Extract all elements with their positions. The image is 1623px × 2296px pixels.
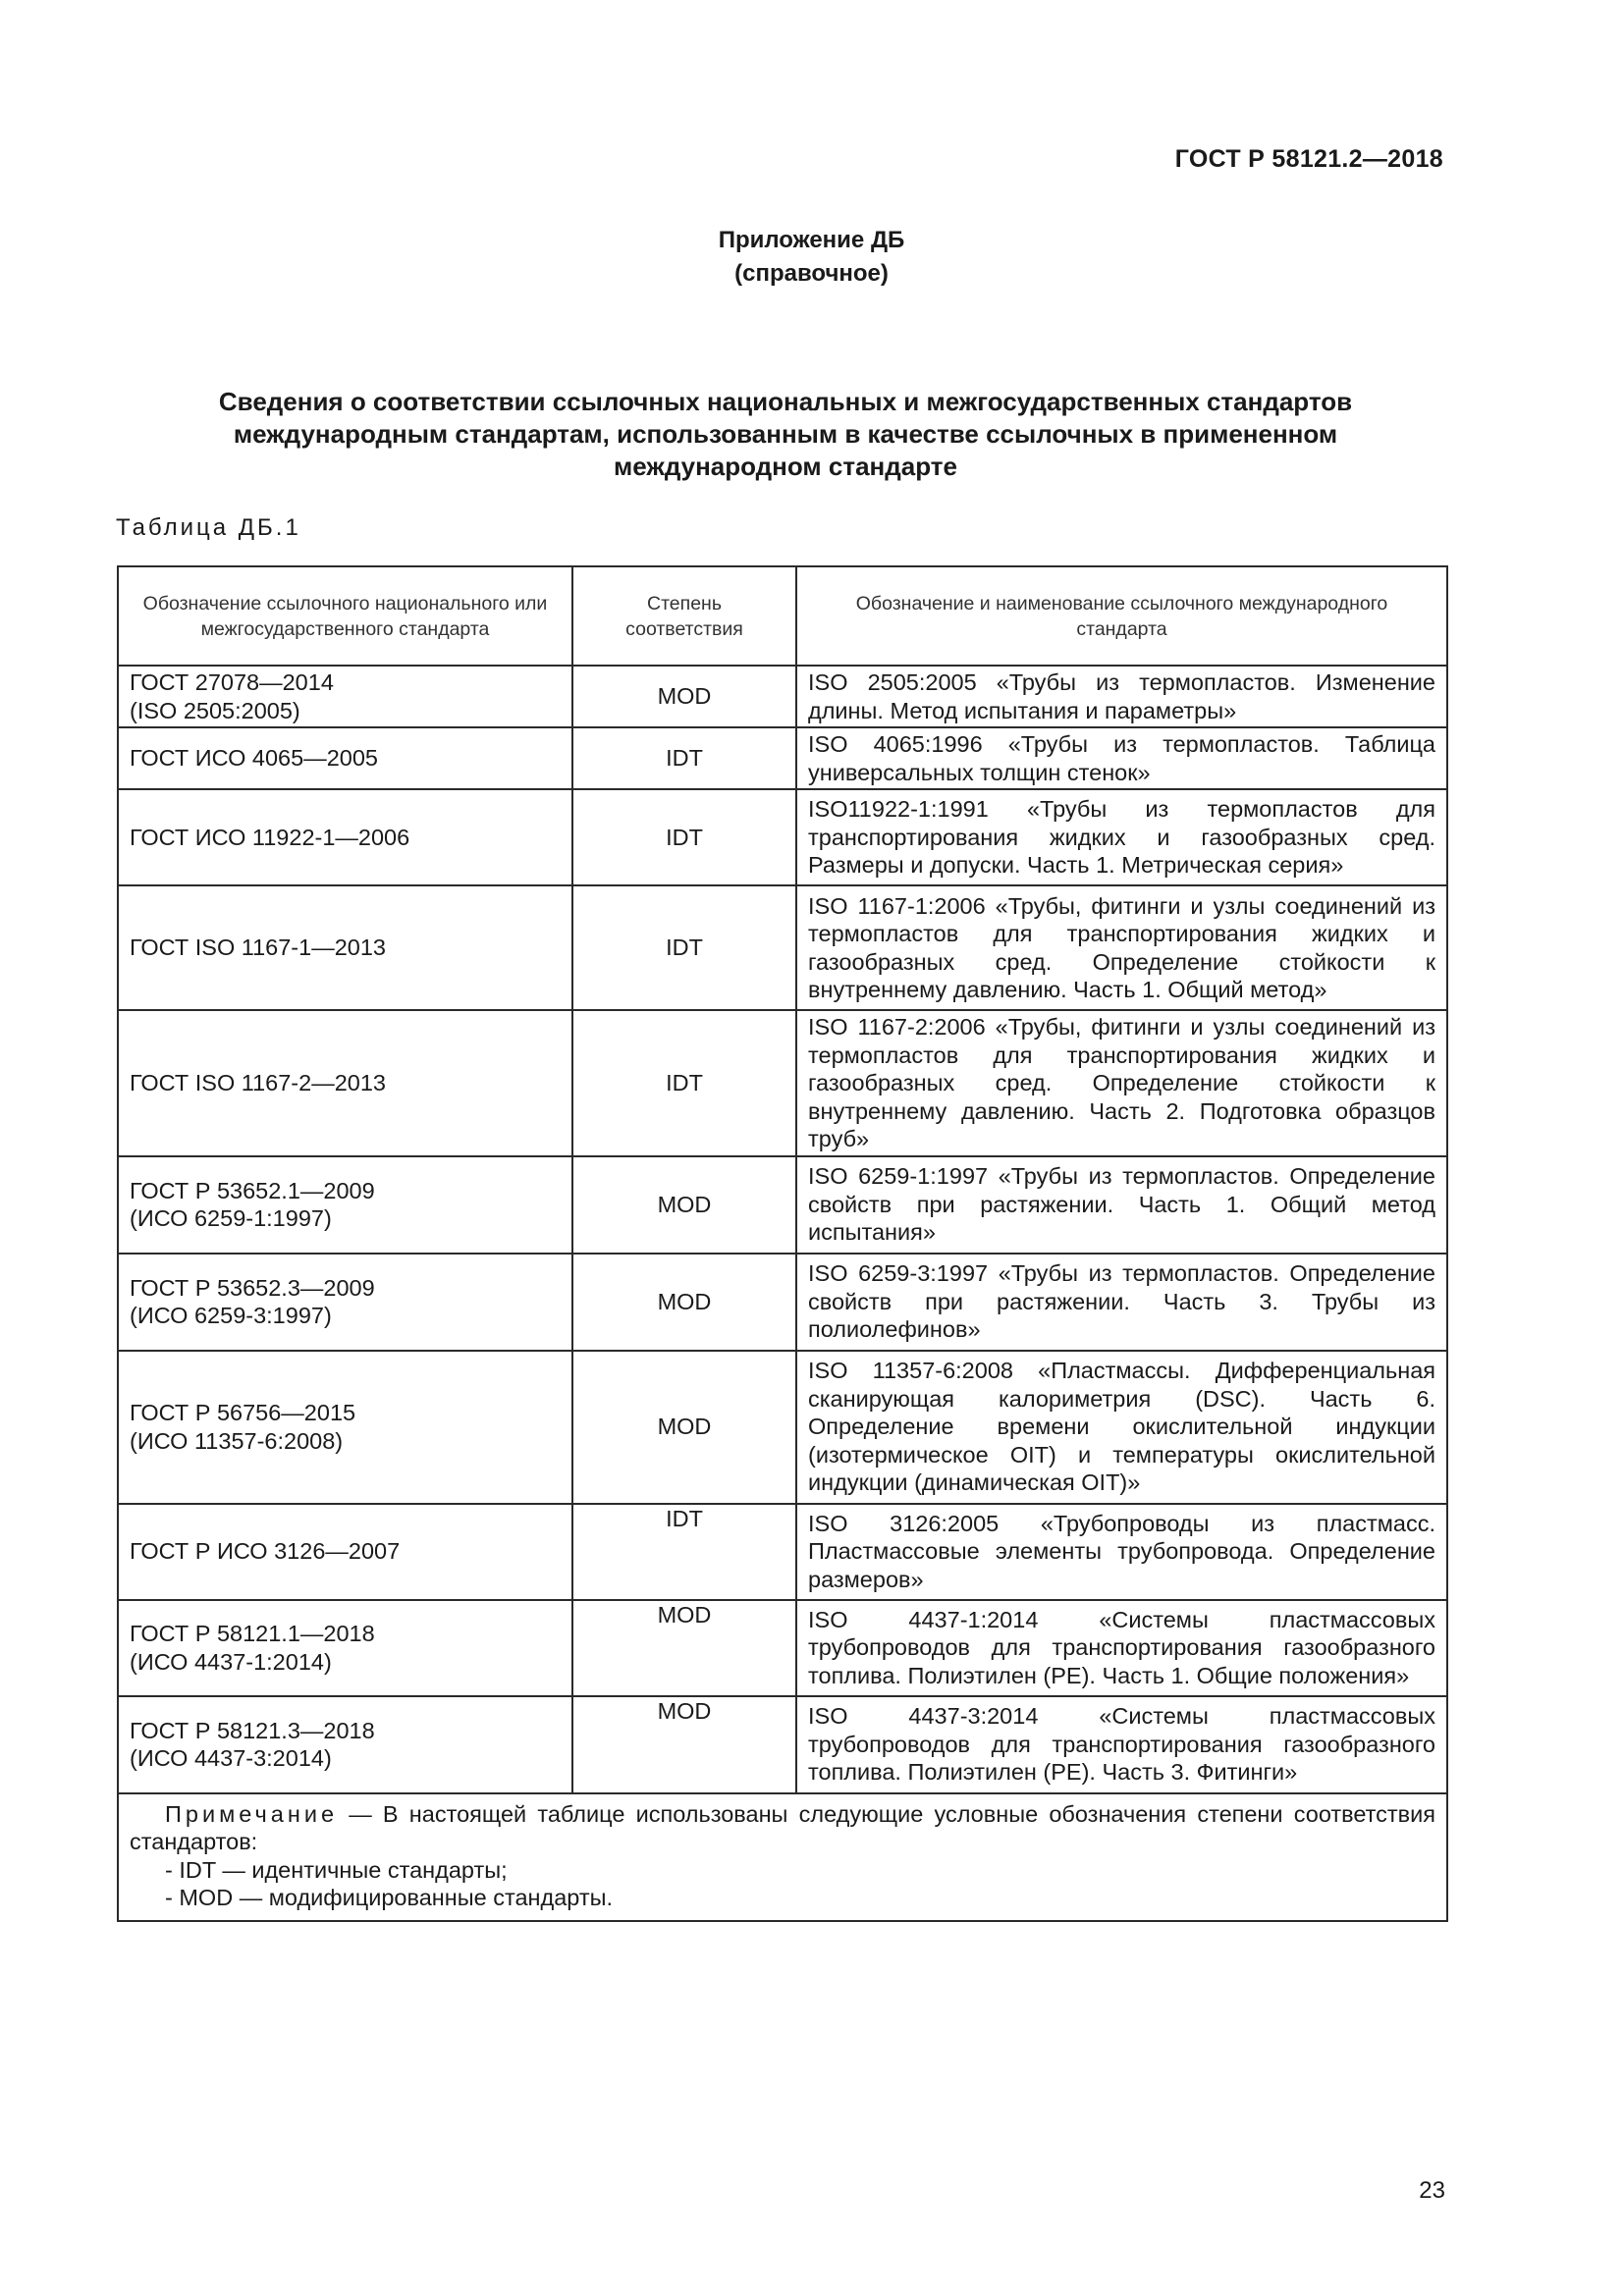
- national-standard-cell: ГОСТ Р ИСО 3126—2007: [118, 1504, 572, 1600]
- table-row: [118, 1010, 1447, 1156]
- degree-cell: MOD: [572, 1351, 796, 1504]
- table-row: [118, 727, 1447, 789]
- international-standard-cell: ISO 4437-1:2014 «Системы пластмассовых трубопроводов для транспортирования газообразного топлива. Полиэтилен (PE). Часть 1. Общие положения»: [796, 1600, 1447, 1696]
- international-standard-cell: ISO11922-1:1991 «Трубы из термопластов для транспортирования жидких и газообразных сред. Размеры и допуски. Часть 1. Метрическая серия»: [796, 789, 1447, 885]
- national-standard-cell: ГОСТ Р 53652.3—2009 (ИСО 6259-3:1997): [118, 1254, 572, 1351]
- degree-cell: IDT: [572, 789, 796, 885]
- national-standard-cell: ГОСТ ИСО 4065—2005: [118, 727, 572, 789]
- degree-cell: MOD: [572, 1696, 796, 1793]
- heading-line: Сведения о соответствии ссылочных национальных и межгосударственных стандартов: [218, 387, 1353, 416]
- note-label: Примечание: [165, 1800, 339, 1827]
- degree-cell: IDT: [572, 727, 796, 789]
- table-row: [118, 1600, 1447, 1696]
- heading-line: международном стандарте: [614, 452, 957, 481]
- degree-cell: MOD: [572, 1254, 796, 1351]
- degree-cell: IDT: [572, 1504, 796, 1600]
- table-note-row: [118, 1793, 1447, 1921]
- national-standard-cell: ГОСТ ISO 1167-1—2013: [118, 885, 572, 1010]
- degree-cell: MOD: [572, 1156, 796, 1254]
- table-row: [118, 885, 1447, 1010]
- table-row: [118, 1351, 1447, 1504]
- international-standard-cell: ISO 1167-2:2006 «Трубы, фитинги и узлы соединений из термопластов для транспортирования жидких и газообразных сред. Определение стойкости к внутреннему давлению. Часть 2. Подготовка образцов труб»: [796, 1010, 1447, 1156]
- annex-subtitle: (справочное): [734, 260, 889, 287]
- annex-title: Приложение ДБ: [718, 227, 905, 253]
- table-row: [118, 1156, 1447, 1254]
- national-standard-cell: ГОСТ Р 58121.1—2018 (ИСО 4437-1:2014): [118, 1600, 572, 1696]
- degree-cell: MOD: [572, 666, 796, 727]
- national-standard-cell: ГОСТ ISO 1167-2—2013: [118, 1010, 572, 1156]
- national-standard-cell: ГОСТ Р 56756—2015 (ИСО 11357-6:2008): [118, 1351, 572, 1504]
- table-row: [118, 1254, 1447, 1351]
- table-header-row: [118, 566, 1447, 666]
- note-mod: - MOD — модифицированные стандарты.: [165, 1885, 614, 1910]
- international-standard-cell: ISO 3126:2005 «Трубопроводы из пластмасс. Пластмассовые элементы трубопровода. Определение размеров»: [796, 1504, 1447, 1600]
- table-row: [118, 1696, 1447, 1793]
- degree-cell: MOD: [572, 1600, 796, 1696]
- heading-line: международным стандартам, использованным в качестве ссылочных в примененном: [233, 419, 1338, 449]
- international-standard-cell: ISO 6259-3:1997 «Трубы из термопластов. Определение свойств при растяжении. Часть 3. Трубы из полиолефинов»: [796, 1254, 1447, 1351]
- standards-correspondence-table: [117, 565, 1448, 1922]
- document-id: ГОСТ Р 58121.2—2018: [1174, 145, 1443, 173]
- national-standard-cell: ГОСТ 27078—2014 (ISO 2505:2005): [118, 666, 572, 727]
- international-standard-cell: ISO 11357-6:2008 «Пластмассы. Дифференциальная сканирующая калориметрия (DSC). Часть 6. Определение времени окислительной индукции (изотермическое OIT) и температуры окислительной индукции (динамическая OIT)»: [796, 1351, 1447, 1504]
- international-standard-cell: ISO 4437-3:2014 «Системы пластмассовых трубопроводов для транспортирования газообразного топлива. Полиэтилен (PE). Часть 3. Фитинги»: [796, 1696, 1447, 1793]
- note-text: — В настоящей таблице использованы следующие условные обозначения степени соответствия стандартов:: [130, 1800, 1435, 1854]
- national-standard-cell: ГОСТ Р 53652.1—2009 (ИСО 6259-1:1997): [118, 1156, 572, 1254]
- international-standard-cell: ISO 2505:2005 «Трубы из термопластов. Изменение длины. Метод испытания и параметры»: [796, 666, 1447, 727]
- column-header-national-standard: Обозначение ссылочного национального или межгосударственного стандарта: [118, 566, 572, 666]
- column-header-degree: Степень соответствия: [572, 566, 796, 666]
- page-number: 23: [1419, 2177, 1445, 2204]
- table-row: [118, 789, 1447, 885]
- table-note: [118, 1793, 1447, 1921]
- degree-cell: IDT: [572, 885, 796, 1010]
- table-row: [118, 1504, 1447, 1600]
- column-header-international-standard: Обозначение и наименование ссылочного международного стандарта: [796, 566, 1447, 666]
- international-standard-cell: ISO 6259-1:1997 «Трубы из термопластов. Определение свойств при растяжении. Часть 1. Общий метод испытания»: [796, 1156, 1447, 1254]
- section-heading: [147, 386, 1424, 483]
- degree-cell: IDT: [572, 1010, 796, 1156]
- international-standard-cell: ISO 4065:1996 «Трубы из термопластов. Таблица универсальных толщин стенок»: [796, 727, 1447, 789]
- international-standard-cell: ISO 1167-1:2006 «Трубы, фитинги и узлы соединений из термопластов для транспортирования жидких и газообразных сред. Определение стойкости к внутреннему давлению. Часть 1. Общий метод»: [796, 885, 1447, 1010]
- annex-heading: [0, 224, 1623, 291]
- national-standard-cell: ГОСТ ИСО 11922-1—2006: [118, 789, 572, 885]
- national-standard-cell: ГОСТ Р 58121.3—2018 (ИСО 4437-3:2014): [118, 1696, 572, 1793]
- note-idt: - IDT — идентичные стандарты;: [165, 1856, 508, 1883]
- table-label: Таблица ДБ.1: [116, 514, 301, 541]
- table-row: [118, 666, 1447, 727]
